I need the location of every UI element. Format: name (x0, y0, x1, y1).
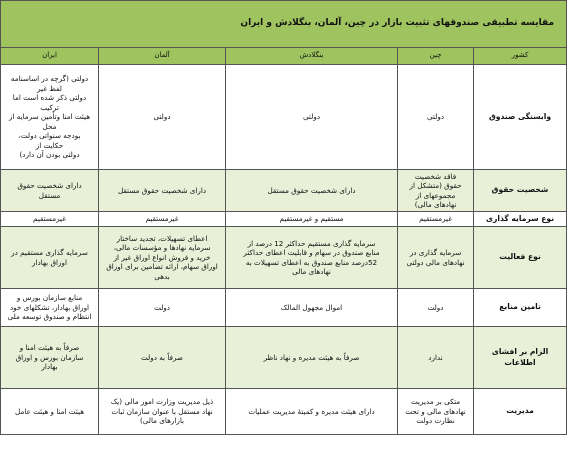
cell-line: حقوق (متشکل از (409, 181, 462, 190)
table-row (1, 212, 567, 227)
cell-line: نهادهای مالی (292, 267, 331, 276)
cell-line: محل (42, 121, 57, 131)
row-label: وابستگی صندوق (474, 65, 567, 170)
cell-germany: دولتی (99, 65, 226, 170)
cell-line: نهادهای مالی و تحت (405, 406, 466, 416)
cell-bangladesh: دولتی (226, 65, 398, 170)
cell-iran (1, 65, 99, 170)
header-row (1, 48, 567, 65)
cell-line: منابع صندوق در سهام و قابلیت اعطای حداکثر (243, 248, 380, 257)
cell-line: نهادهای مالی دولتی (406, 257, 465, 267)
cell-line: حکایت از (35, 140, 64, 150)
cell-line: فاقد شخصیت (414, 171, 457, 181)
cell-china (398, 227, 474, 289)
cell-line: خرید و فروش انواع اوراق غیر از (113, 252, 211, 262)
table-row (1, 327, 567, 389)
cell-iran (1, 170, 99, 212)
cell-line: اعطای تسهیلات، تجدید ساختار (116, 233, 208, 243)
table-row (1, 289, 567, 327)
table-title: مقایسه تطبیقی صندوقهای تثبیت بازار در چین، آلمان، بنگلادش و ایران (1, 1, 567, 48)
table-row (1, 65, 567, 170)
cell-bangladesh (226, 227, 398, 289)
cell-line: ذیل مدیریت وزارت امور مالی (یک (110, 397, 214, 407)
cell-line: الزام بر افشای (491, 347, 549, 357)
cell-line: بدهی (154, 271, 170, 281)
cell-line: منابع سازمان بورس و (16, 293, 83, 303)
row-label: مدیریت (474, 389, 567, 435)
cell-line: دولتی بودن آن دارد) (19, 150, 80, 160)
cell-line: بازارهای مالی) (140, 416, 185, 426)
cell-line: سرمایه نهادها و مؤسسات مالی، (113, 243, 211, 253)
cell-iran: غیرمستقیم (1, 212, 99, 227)
cell-bangladesh: اموال مجهول المالک (226, 289, 398, 327)
row-label: نوع فعالیت (474, 227, 567, 289)
header-country: کشور (474, 48, 567, 65)
cell-line: سازمان بورس و اوراق (15, 352, 84, 362)
cell-line: بهادار (41, 362, 58, 372)
table-row (1, 170, 567, 212)
cell-china: غیرمستقیم (398, 212, 474, 227)
cell-bangladesh: مستقیم و غیرمستقیم (226, 212, 398, 227)
cell-china (398, 389, 474, 435)
cell-line: ترکیب (40, 102, 59, 112)
cell-iran: هیئت امنا و هیئت عامل (1, 389, 99, 435)
cell-line: دولتی ذکر شده است اما (12, 93, 87, 103)
cell-line: دارای شخصیت حقوق (17, 181, 82, 190)
cell-line: دولتی (گرچه در اساسنامه لفظ غیر (10, 74, 89, 93)
cell-line: اطلاعات (504, 357, 536, 367)
cell-germany: صرفاً به دولت (99, 327, 226, 389)
cell-germany: دارای شخصیت حقوق مستقل (99, 170, 226, 212)
cell-line: بودجه سنواتی دولت، (18, 131, 81, 141)
cell-iran (1, 227, 99, 289)
cell-iran (1, 289, 99, 327)
header-china: چین (398, 48, 474, 65)
cell-line: نهادهای مالی) (414, 200, 457, 209)
cell-line: متکی بر مدیریت (410, 397, 461, 407)
title-row (1, 1, 567, 48)
row-label (474, 327, 567, 389)
cell-germany (99, 227, 226, 289)
header-iran: ایران (1, 48, 99, 65)
cell-china: ندارد (398, 327, 474, 389)
cell-bangladesh: دارای هیئت مدیره و کمیتۀ مدیریت عملیات (226, 389, 398, 435)
row-label: نوع سرمایه گذاری (474, 212, 567, 227)
header-germany: آلمان (99, 48, 226, 65)
cell-bangladesh: دارای شخصیت حقوق مستقل (226, 170, 398, 212)
cell-germany: دولت (99, 289, 226, 327)
cell-line: سرمایه گذاری مستقیم در (11, 248, 88, 257)
cell-line: نهاد مستقل با عنوان سازمان ثبات (111, 406, 213, 416)
cell-line: اوراق بهادار (32, 257, 67, 267)
cell-germany (99, 389, 226, 435)
cell-line: هیئت امنا وتأمین سرمایه از (8, 112, 91, 122)
cell-line: اوراق سهام، ارائه تضامین برای اوراق (106, 262, 218, 272)
row-label: تامین منابع (474, 289, 567, 327)
cell-china: دولت (398, 289, 474, 327)
header-bangladesh: بنگلادش (226, 48, 398, 65)
cell-line: نظارت دولت (416, 416, 455, 426)
cell-line: سرمایه گذاری مستقیم حداکثر 12 درصد از (247, 238, 376, 248)
cell-line: اوراق بهادار، تشکلهای خود (9, 302, 90, 312)
cell-germany: غیرمستقیم (99, 212, 226, 227)
cell-line: صرفاً به هیئت امنا و (19, 343, 80, 353)
cell-line: 52درصد منابع صندوق به اعطای تسهیلات به (245, 257, 378, 267)
cell-china (398, 170, 474, 212)
cell-line: مجموعهای از (415, 190, 456, 200)
cell-bangladesh: صرفاً به هیئت مدیره و نهاد ناظر (226, 327, 398, 389)
cell-china: دولتی (398, 65, 474, 170)
cell-line: مستقل (38, 190, 61, 200)
table-row (1, 227, 567, 289)
cell-line: انتظام و صندوق توسعه ملی (7, 312, 92, 322)
cell-iran (1, 327, 99, 389)
cell-line: سرمایه گذاری در (409, 248, 462, 257)
row-label: شخصیت حقوق (474, 170, 567, 212)
table-row (1, 389, 567, 435)
